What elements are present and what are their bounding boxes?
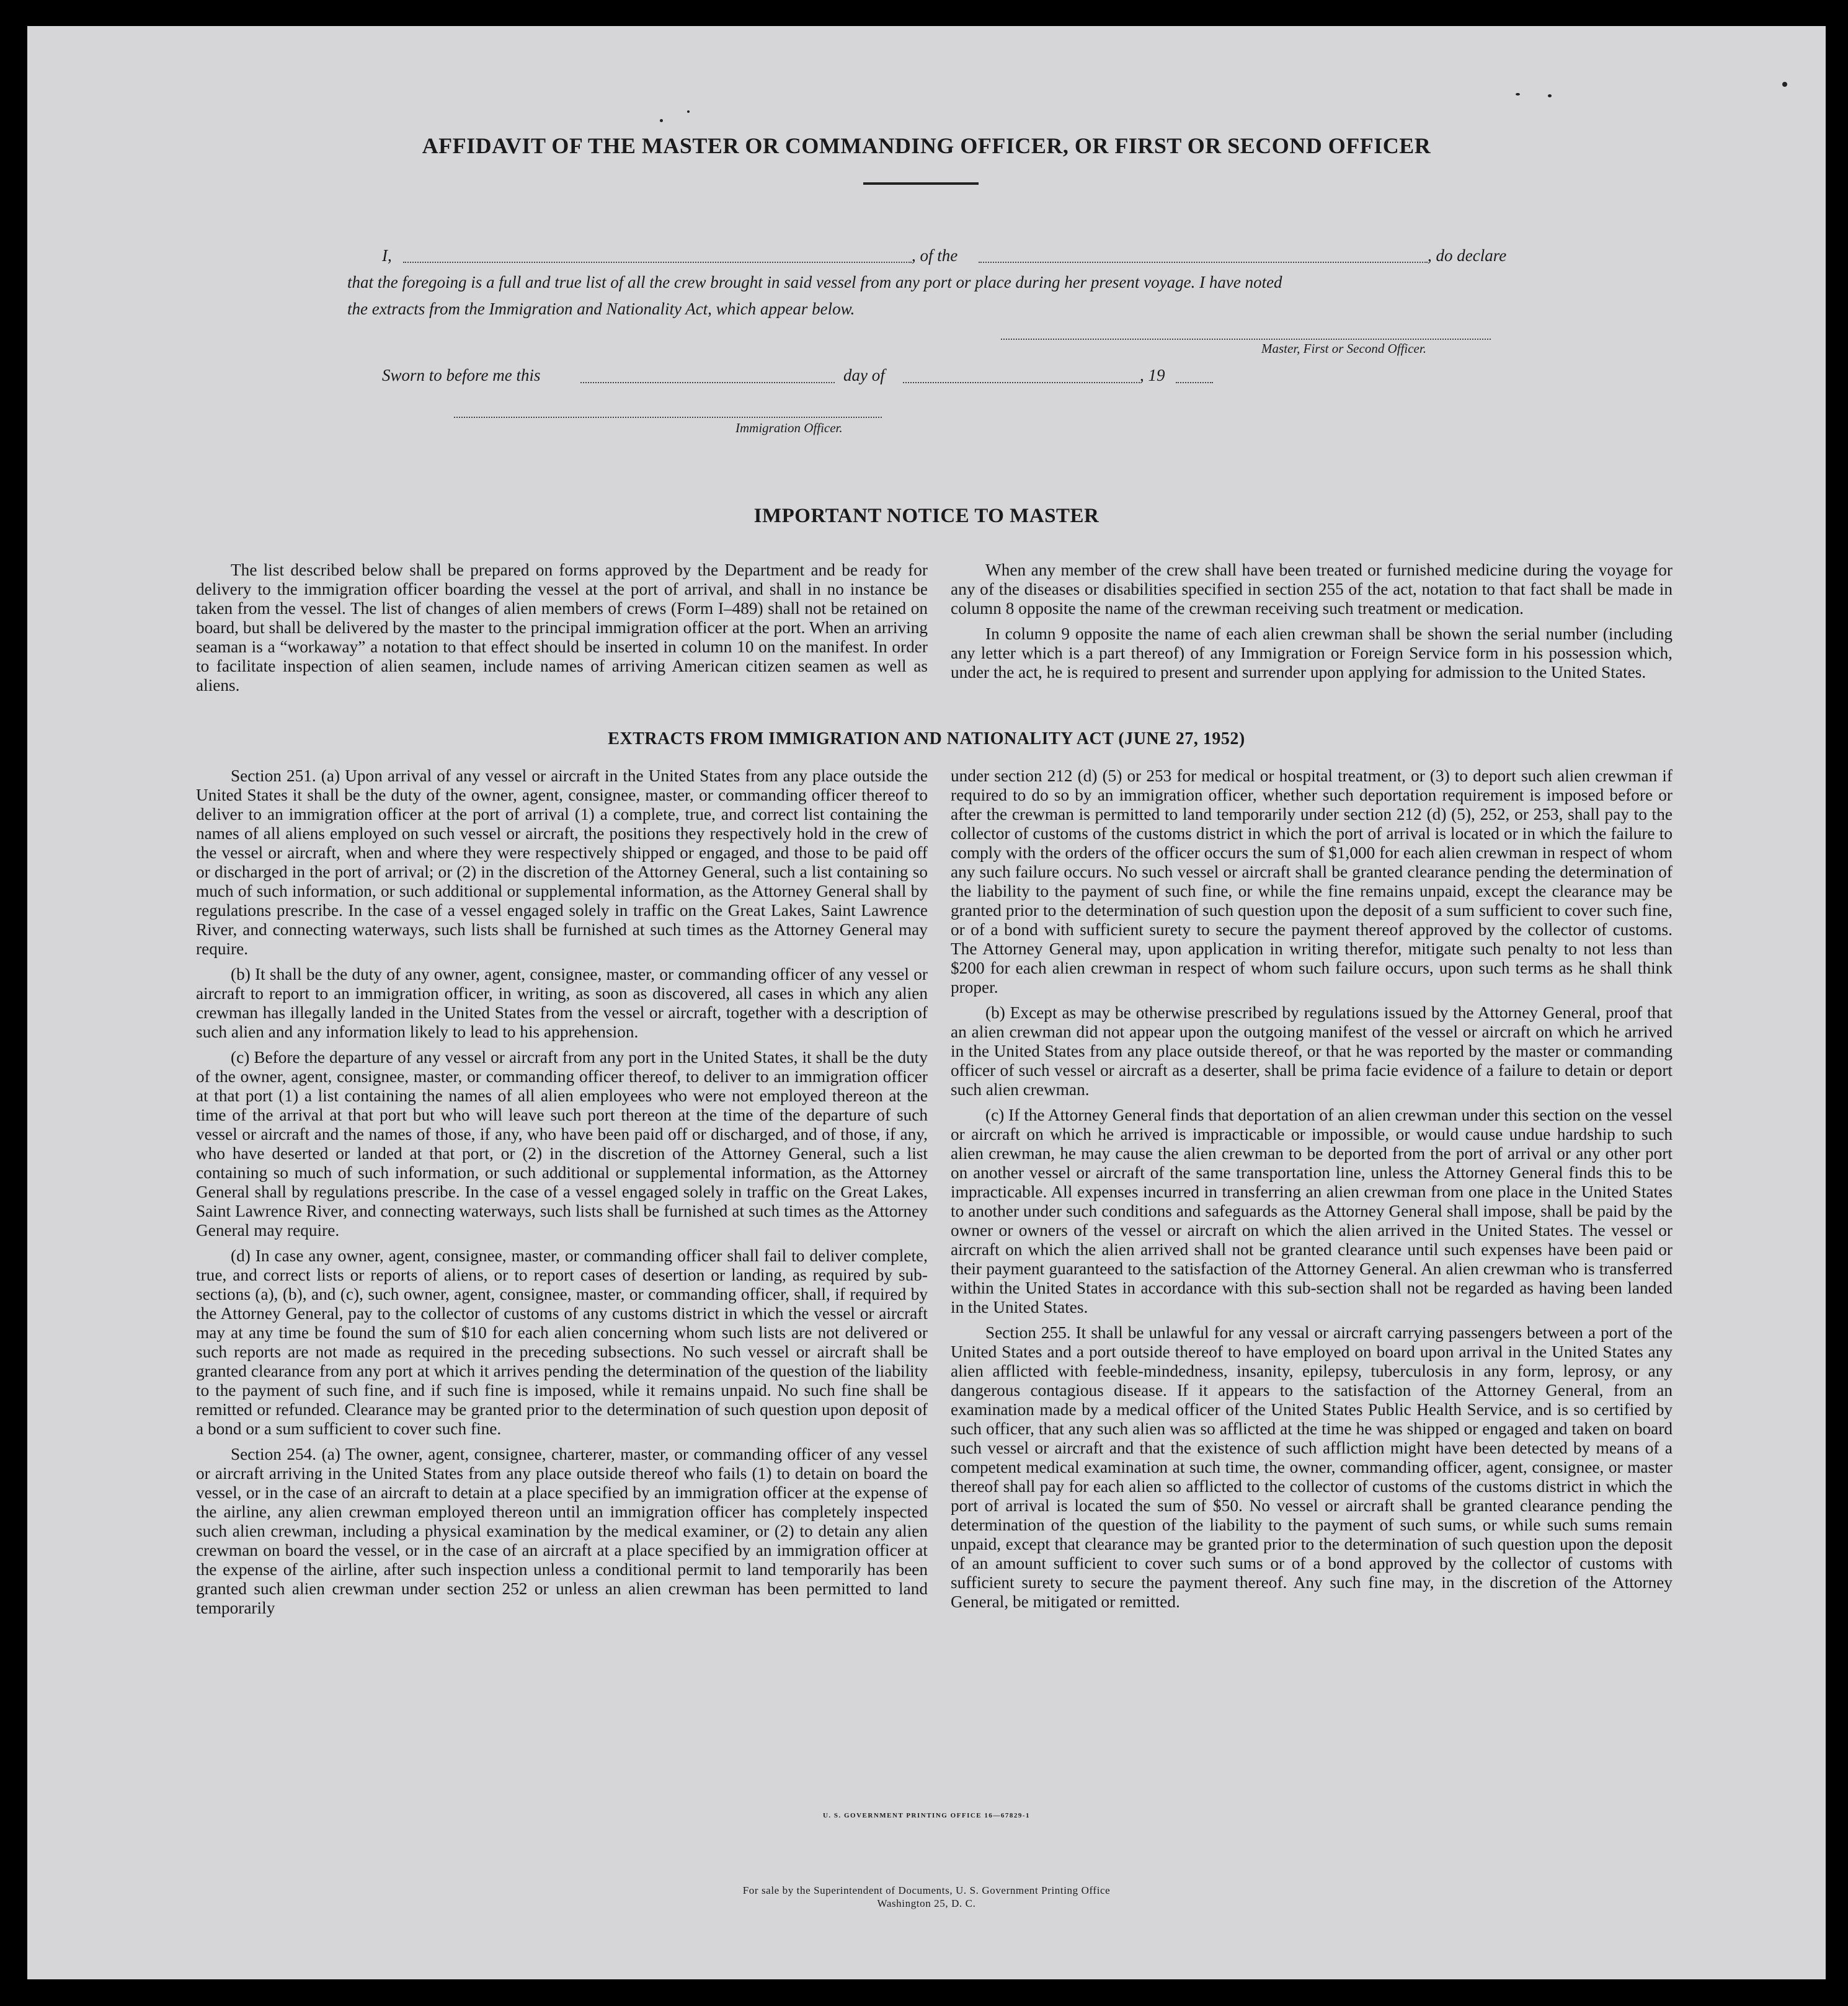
section-254-a-continued: under section 212 (d) (5) or 253 for medical or hospital treatment, or (3) to deport such alien crewman if required to do so by an immigration officer, whether such deportation requirement is imposed before or after the crewman is permitted to land temporarily under section 212 (d) (5), 252, or 253, shall pay to the collector of customs of the customs district in which the port of arrival is located or in which the failure to comply with the orders of the officer occurs the sum of $1,000 for each alien crewman in respect of whom any such failure occurs. No such vessel or aircraft shall be granted clearance pending the determination of the liability to the payment of such fine, or while the fine remains unpaid, except the clearance may be granted prior to the determination of such question upon the deposit of a sum sufficient to cover such fine, or of a bond with sufficient surety to secure the payment thereof approved by the collector of customs. The Attorney General may, upon application in writing therefor, mitigate such penalty to not less than $200 for each alien crewman in respect of whom such failure occurs, upon such terms as he shall think proper. bbox=[951, 766, 1673, 996]
name-blank[interactable] bbox=[403, 262, 912, 263]
year-text: , 19 bbox=[1140, 366, 1165, 384]
vessel-blank[interactable] bbox=[979, 262, 1428, 263]
form-page bbox=[27, 26, 1826, 1979]
declaration-line-2: that the foregoing is a full and true list of all the crew brought in said vessel from any port or place during her present voyage. I have noted bbox=[347, 273, 1282, 291]
declaration-do-declare: , do declare bbox=[1428, 246, 1507, 265]
day-of-text: day of bbox=[843, 366, 885, 384]
declaration-i: I, bbox=[382, 246, 392, 265]
sworn-day-blank[interactable] bbox=[580, 382, 835, 383]
section-254-c: (c) If the Attorney General finds that deportation of an alien crewman under this section on the vessel or aircraft on which he arrived is impracticable or impossible, or would cause undue hardship to such alien crewman, he may cause the alien crewman to be deported from the port of arrival or any other port on another vessel or aircraft of the same transportation line, unless the Attorney General finds this to be impracticable. All expenses incurred in transferring an alien crewman from one place in the United States to another under such conditions and safeguards as the Attorney General shall impose, shall be paid by the owner or owners of the vessel or aircraft on which the alien arrived in the United States. The vessel or aircraft on which the alien arrived shall not be granted clearance until such expenses have been paid or their payment guaranteed to the satisfaction of the Attorney General. An alien crewman who is transferred within the United States in accordance with this sub-section shall not be regarded as having been landed in the United States. bbox=[951, 1106, 1673, 1316]
section-254-b: (b) Except as may be otherwise prescribed by regulations issued by the Attorney General, proof that an alien crewman did not appear upon the outgoing manifest of the vessel or aircraft on which he arrived in the United States from any place outside thereof, or that he was reported by the master or commanding officer of such vessel or aircraft as a deserter, shall be prima facie evidence of a failure to detain or deport such alien crewman. bbox=[951, 1003, 1673, 1099]
declaration-of-the: , of the bbox=[912, 246, 958, 265]
scan-speck bbox=[687, 110, 690, 113]
sworn-month-blank[interactable] bbox=[903, 382, 1140, 383]
section-251-a: Section 251. (a) Upon arrival of any vessel or aircraft in the United States from any place outside the United States it shall be the duty of the owner, agent, consignee, master, or commanding officer thereof to deliver to an immigration officer at the port of arrival (1) a complete, true, and correct list containing the names of all aliens employed on such vessel or aircraft, the positions they respectively hold in the crew of the vessel or aircraft, when and where they were respectively shipped or engaged, and those to be paid off or discharged in the port of arrival; or (2) in the discretion of the Attorney General, such a list containing so much of such information, or such additional or supplemental information, as the Attorney General shall by regulations prescribe. In the case of a vessel engaged solely in traffic on the Great Lakes, Saint Lawrence River, and connecting waterways, such lists shall be furnished at such times as the Attorney General may require. bbox=[196, 766, 928, 958]
declaration-line-3: the extracts from the Immigration and Nationality Act, which appear below. bbox=[347, 300, 855, 318]
notice-left-paragraph: The list described below shall be prepared on forms approved by the Department and be ready for delivery to the immigration officer boarding the vessel at the port of arrival, and shall in no instance be taken from the vessel. The list of changes of alien members of crews (Form I–489) shall not be retained on board, but shall be delivered by the master to the principal immigration officer at the port. When an arriving seaman is a “workaway” a notation to that effect should be inserted in column 10 on the manifest. In order to facilitate inspection of alien seamen, include names of arriving American citizen seamen as well as aliens. bbox=[196, 561, 928, 695]
officer-signature-label: Immigration Officer. bbox=[735, 420, 843, 435]
extracts-title: EXTRACTS FROM IMMIGRATION AND NATIONALITY ACT (JUNE 27, 1952) bbox=[608, 729, 1245, 748]
year-blank[interactable] bbox=[1176, 382, 1213, 383]
sworn-text: Sworn to before me this bbox=[382, 366, 541, 384]
sale-line-2: Washington 25, D. C. bbox=[877, 1897, 976, 1909]
scan-speck bbox=[1516, 93, 1520, 95]
sale-line-1: For sale by the Superintendent of Documents, U. S. Government Printing Office bbox=[742, 1884, 1111, 1896]
affidavit-title: AFFIDAVIT OF THE MASTER OR COMMANDING OFFICER, OR FIRST OR SECOND OFFICER bbox=[422, 133, 1431, 158]
sale-notice bbox=[27, 1884, 1826, 1910]
notice-title: IMPORTANT NOTICE TO MASTER bbox=[753, 505, 1099, 527]
section-254-a: Section 254. (a) The owner, agent, consignee, charterer, master, or commanding officer of any vessel or aircraft arriving in the United States from any place outside thereof who fails (1) to detain on board the vessel, or in the case of an aircraft to detain at a place specified by an immigration officer at the expense of the airline, any alien crewman employed thereon until an immigration officer has completely inspected such alien crewman, including a physical examination by the medical examiner, or (2) to detain any alien crewman on board the vessel, or in the case of an aircraft at a place specified by an immigration officer at the expense of the airline, after such inspection unless a conditional permit to land temporarily has been granted such alien crewman under section 252 or unless an alien crewman has been permitted to land temporarily bbox=[196, 1445, 928, 1617]
gpo-imprint: U. S. GOVERNMENT PRINTING OFFICE 16—67829-1 bbox=[822, 1812, 1031, 1819]
scan-speck bbox=[660, 119, 663, 122]
notice-left-column bbox=[196, 561, 928, 701]
section-251-b: (b) It shall be the duty of any owner, agent, consignee, master, or commanding officer of any vessel or aircraft to report to an immigration officer, in writing, as soon as discovered, all cases in which any alien crewman has illegally landed in the United States from the vessel or aircraft, together with a description of such alien and any information likely to lead to his apprehension. bbox=[196, 965, 928, 1041]
master-signature-blank[interactable] bbox=[1001, 339, 1491, 340]
scan-speck bbox=[1548, 94, 1552, 97]
extracts-right-column bbox=[951, 766, 1673, 1618]
section-255: Section 255. It shall be unlawful for any vessal or aircraft carrying passengers between a port of the United States and a port outside thereof to have employed on board upon arrival in the United States any alien afflicted with feeble-mindedness, insanity, epilepsy, tuberculosis in any form, leprosy, or any dangerous contagious disease. If it appears to the satisfaction of the Attorney General, from an examination made by a medical officer of the United States Public Health Service, and is so certified by such officer, that any such alien was so afflicted at the time he was shipped or engaged and taken on board such vessel or aircraft and that the existence of such affliction might have been detected by means of a competent medical examination at such time, the owner, commanding officer, agent, consignee, or master thereof shall pay for each alien so afflicted to the collector of customs of the customs district in which the port of arrival is located the sum of $50. No vessel or aircraft shall be granted clearance pending the determination of the question of the liability to the payment of such sums, or while such sums remain unpaid, except that clearance may be granted prior to the determination of such question upon the deposit of an amount sufficient to cover such sums or of a bond approved by the collector of customs with sufficient surety to secure the payment thereof. Any such fine may, in the discretion of the Attorney General, be mitigated or remitted. bbox=[951, 1323, 1673, 1611]
notice-right-paragraph-1: When any member of the crew shall have been treated or furnished medicine during the voyage for any of the diseases or disabilities specified in section 255 of the act, notation to that fact shall be made in column 8 opposite the name of the crewman receiving such treatment or medication. bbox=[951, 561, 1673, 618]
extracts-left-column bbox=[196, 766, 928, 1624]
officer-signature-blank[interactable] bbox=[454, 417, 882, 418]
notice-right-paragraph-2: In column 9 opposite the name of each alien crewman shall be shown the serial number (including any letter which is a part thereof) of any Immigration or Foreign Service form in his possession which, under the act, he is required to present and surrender upon applying for admission to the United States. bbox=[951, 624, 1673, 681]
section-251-d: (d) In case any owner, agent, consignee, master, or commanding officer shall fail to deliver complete, true, and correct lists or reports of aliens, or to report cases of desertion or landing, as required by sub-sections (a), (b), and (c), such owner, agent, consignee, master, or commanding officer, shall, if required by the Attorney General, pay to the collector of customs of any customs district in which the vessel or aircraft may at any time be found the sum of $10 for each alien concerning whom such lists are not delivered or such reports are not made as required in the preceding subsections. No such vessel or aircraft shall be granted clearance from any port at which it arrives pending the determination of the question of the liability to the payment of such fine, and if such fine is imposed, while it remains unpaid. No such fine shall be remitted or refunded. Clearance may be granted prior to the determination of such question upon deposit of a bond or a sum sufficient to cover such fine. bbox=[196, 1246, 928, 1438]
section-251-c: (c) Before the departure of any vessel or aircraft from any port in the United States, it shall be the duty of the owner, agent, consignee, master, or commanding officer thereof, to deliver to an immigration officer at that port (1) a list containing the names of all alien employees who were not employed thereon at the time of the arrival at that port but who will leave such port thereon at the time of the departure of such vessel or aircraft and the names of those, if any, who have been paid off or discharged, and of those, if any, who have deserted or landed at that port, or (2) in the discretion of the Attorney General, such a list containing so much of such information, or such additional or supplemental information, as the Attorney General shall by regulations prescribe. In the case of a vessel engaged solely in traffic on the Great Lakes, Saint Lawrence River, and connecting waterways, such lists shall be furnished at such times as the Attorney General may require. bbox=[196, 1048, 928, 1240]
title-rule bbox=[863, 182, 979, 185]
notice-right-column bbox=[951, 561, 1673, 688]
master-signature-label: Master, First or Second Officer. bbox=[1261, 341, 1426, 356]
scan-speck bbox=[1782, 82, 1787, 87]
